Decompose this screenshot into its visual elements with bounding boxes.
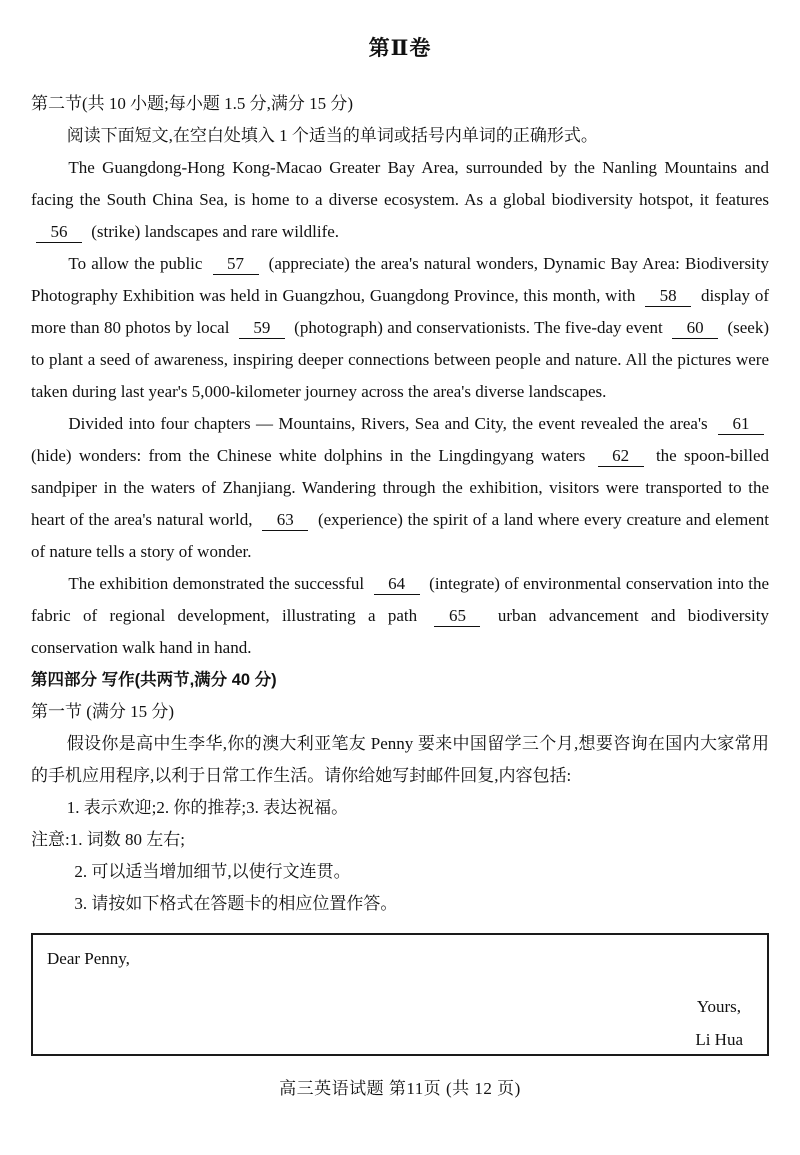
cloze-blank-58: 58 <box>645 286 691 307</box>
writing-note-2: 2. 可以适当增加细节,以使行文连贯。 <box>74 862 351 881</box>
cloze-paragraph: The Guangdong-Hong Kong-Macao Greater Bay Area, surrounded by the Nanling Mountains and facing the South China Sea, is home to a diverse ecosystem. As a global biodiversity hotspot, it features 56 (strike) landscapes and rare wildlife. <box>31 158 769 241</box>
cloze-instruction: 阅读下面短文,在空白处填入 1 个适当的单词或括号内单词的正确形式。 <box>66 126 598 145</box>
cloze-blank-60: 60 <box>672 318 718 339</box>
cloze-blank-57: 57 <box>213 254 259 275</box>
answer-box <box>31 933 769 1056</box>
cloze-passage <box>31 152 769 664</box>
writing-note-3: 3. 请按如下格式在答题卡的相应位置作答。 <box>74 894 398 913</box>
writing-section <box>31 664 769 1056</box>
cloze-blank-62: 62 <box>598 446 644 467</box>
answer-box-closing: Yours, <box>696 997 741 1016</box>
writing-prompt: 假设你是高中生李华,你的澳大利亚笔友 Penny 要来中国留学三个月,想要咨询在国内大家常用的手机应用程序,以利于日常工作生活。请你给她写封邮件回复,内容包括: <box>31 734 769 785</box>
writing-points: 1. 表示欢迎;2. 你的推荐;3. 表达祝福。 <box>66 798 349 817</box>
cloze-blank-59: 59 <box>239 318 285 339</box>
cloze-blank-65: 65 <box>434 606 480 627</box>
cloze-blank-63: 63 <box>262 510 308 531</box>
cloze-paragraph: Divided into four chapters — Mountains, Rivers, Sea and City, the event revealed the area's 61 (hide) wonders: from the Chinese white dolphins in the Lingdingyang waters 62 the spoon-billed sandpiper in the waters of Zhanjiang. Wandering through the exhibition, visitors were transported to the heart of the area's natural world, 63 (experience) the spirit of a land where every creature and element of nature tells a story of wonder. <box>31 414 769 561</box>
cloze-blank-64: 64 <box>374 574 420 595</box>
writing-note-1: 注意:1. 词数 80 左右; <box>31 830 185 849</box>
cloze-blank-61: 61 <box>718 414 764 435</box>
part-4-heading: 第四部分 写作(共两节,满分 40 分) <box>31 671 277 689</box>
section-2-heading: 第二节(共 10 小题;每小题 1.5 分,满分 15 分) <box>31 94 354 113</box>
page-footer: 高三英语试题 第11页 (共 12 页) <box>279 1079 521 1098</box>
cloze-paragraph: The exhibition demonstrated the successful 64 (integrate) of environmental conservation into the fabric of regional development, illustrating a path 65 urban advancement and biodiversity conservation walk hand in hand. <box>31 574 770 657</box>
answer-box-salutation: Dear Penny, <box>47 949 130 968</box>
cloze-blank-56: 56 <box>36 222 82 243</box>
answer-box-signature: Li Hua <box>695 1030 743 1049</box>
writing-section-1-heading: 第一节 (满分 15 分) <box>31 702 175 721</box>
cloze-paragraph: To allow the public 57 (appreciate) the area's natural wonders, Dynamic Bay Area: Biodiversity Photography Exhibition was held in Guangzhou, Guangdong Province, this month, with 58 display of more than 80 photos by local 59 (photograph) and conservationists. The five-day event 60 (seek) to plant a seed of awareness, inspiring deeper connections between people and nature. All the pictures were taken during last year's 5,000-kilometer journey across the area's diverse landscapes. <box>31 254 770 401</box>
volume-title: 第Ⅱ卷 <box>368 36 432 60</box>
